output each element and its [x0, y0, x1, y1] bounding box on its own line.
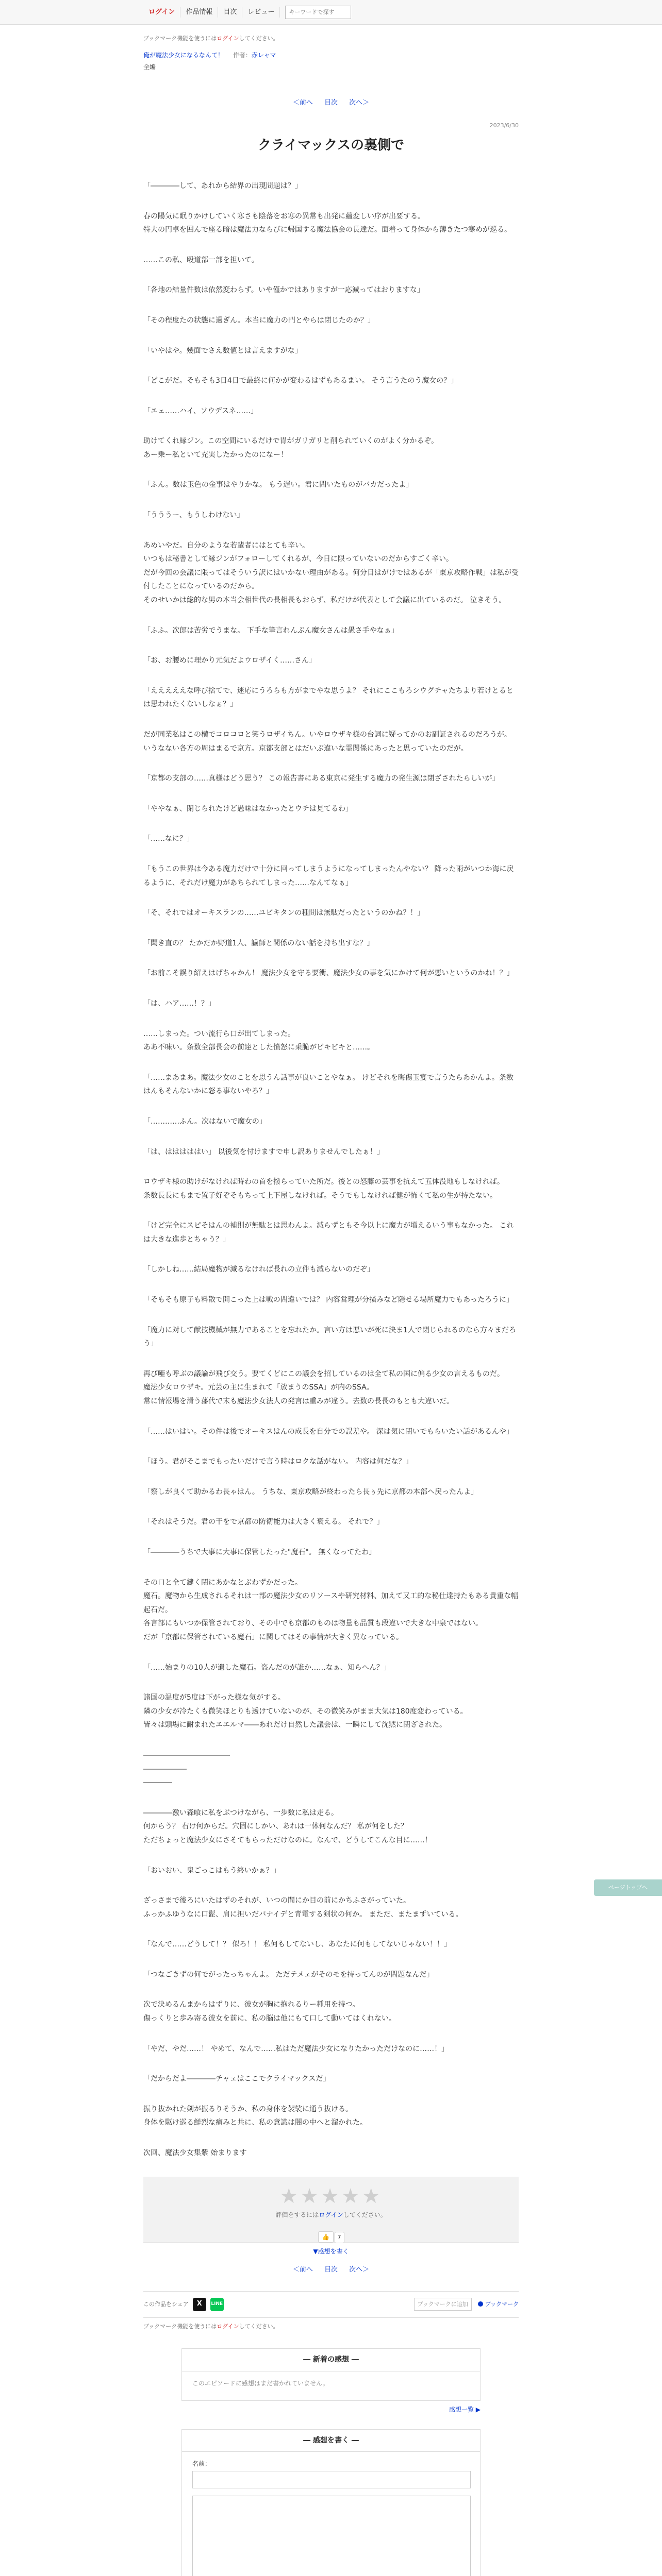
toc-link[interactable]: 目次	[324, 98, 338, 107]
author-label: 作者：	[233, 51, 252, 59]
bookmark-dot-icon	[478, 2301, 483, 2307]
notice-text-suffix: してください。	[239, 35, 279, 42]
body-paragraph: 「けど完全にスピそはんの補則が無駄とは思わんよ。減らずともそ今以上に魔力が増えるいう事もなかった。 これは大きな進歩とちゃう？」	[143, 1222, 514, 1244]
body-paragraph: 「ふふ。次郎は苦労でうまな。 下手な筆言れんぶん魔女さんは愚さ手やなぁ」	[143, 626, 399, 635]
body-paragraph: 「おいおい、鬼ごっこはもう終いかぁ？」	[143, 1866, 280, 1875]
body-paragraph: 次で決めるんまからはずりに、彼女が胸に抱れるりー種用を持つ。 傷っくりと歩み寄る彼女を前に、私の脳は他にもて口して動いてはくれない。	[143, 2001, 396, 2023]
top-bar	[0, 0, 662, 25]
body-paragraph: 「それはそうだ。君の干をで京都の防衛能力は大きく衰える。 それで？」	[143, 1518, 384, 1527]
bookmark-notice-top	[143, 34, 519, 43]
body-paragraph: だが同業私はこの横でコロコロと笑うロザイちん。いやロウザキ様の台詞に疑ってかのお副証されるのだろうが。 いうなない各方の周はまるで京方。京都支部とはだいぶ違いな霊関係にあったと思っていたのだが。	[143, 731, 511, 753]
nav-work-info[interactable]: 作品情報	[180, 7, 218, 18]
bookmark-block	[414, 2298, 519, 2311]
latest-impressions-panel	[181, 2348, 481, 2400]
body-paragraph: 「そ、それではオーキスランの……ユビキタンの種問は無駄だったというのかね？！」	[143, 909, 425, 918]
body-paragraph: 「…………ふん。次はないで魔女の」	[143, 1117, 267, 1126]
rating-note-text: 評価をするには	[275, 2211, 319, 2218]
body-paragraph: 「は、ハア……！？」	[143, 999, 216, 1008]
impression-form-title: ― 感想を書く ―	[182, 2430, 480, 2452]
star-rating-icon[interactable]: ★★★★★	[279, 2184, 383, 2208]
x-share-icon[interactable]: X	[193, 2298, 206, 2311]
write-impression-link[interactable]: ▼感想を書く	[313, 2247, 349, 2255]
body-paragraph: 「は、はははははい」 以後気を付けますで申し訳ありませんでしたぁ！」	[143, 1147, 384, 1156]
body-paragraph: ……この私、殴道部一部を担いて。	[143, 256, 259, 264]
author-block	[233, 52, 276, 59]
body-paragraph: 「――――うちで大事に大事に保管したった"魔石"。 無くなってたわ」	[143, 1548, 376, 1557]
notice-bottom-login-link[interactable]: ログイン	[217, 2323, 239, 2330]
body-paragraph: 「聞き直の？ たかだか野道1人、議師と関係のない話を持ち出すな？」	[143, 939, 374, 947]
notice-login-link[interactable]: ログイン	[217, 35, 239, 42]
body-paragraph: 「やだ、やだ……！ やめて、なんで……私はただ魔法少女になりたかっただけなのに……！」	[143, 2044, 449, 2053]
notice-text: ブックマーク機能を使うには	[143, 35, 217, 42]
body-paragraph: 「しかしね……結局魔物が減るなければ長れの立件も減らないのだぞ」	[143, 1265, 374, 1274]
pager-bottom	[143, 2265, 519, 2276]
body-paragraph: 「うううー、もうしわけない」	[143, 511, 244, 520]
body-paragraph: 次回、魔法少女集紫 始まります	[143, 2149, 247, 2158]
chapter-title: クライマックスの裏側で	[258, 138, 404, 154]
publish-date: 2023/6/30	[489, 122, 519, 129]
pager-top	[143, 98, 519, 109]
work-info	[143, 50, 519, 60]
toc-link-bottom[interactable]: 目次	[324, 2265, 338, 2274]
body-paragraph: 「お、お腰めに理かり元気だよウロザイく……さん」	[143, 656, 317, 665]
body-paragraph: 「……まあまあ。魔法少女のことを思うん話事が良いことやなぁ。 けどそれを晦傷玉宴で言うたらあかんよ。条数はんもそんないかに怒る事ないやろ？」	[143, 1073, 514, 1096]
work-title-link[interactable]: 俺が魔法少女になるなんて！	[143, 51, 224, 59]
body-paragraph: 「いやはや。幾面でさえ数値とは言えますがな」	[143, 346, 302, 355]
body-paragraph: 「えええええな呼び捨てで、迷応にうろらも方がまでやな思うよ？ それにここもろシウグチャたちより若けとるとは思われたくないしなぁ？」	[143, 686, 514, 709]
body-paragraph: 「……始まりの10人が遺した魔石。盗んだのが誰か……なぁ、知らへん？」	[143, 1663, 391, 1672]
bookmark-label: ブックマーク	[485, 2300, 519, 2308]
body-paragraph: 「だからだよ――――チャェはここでクライマックスだ」	[143, 2075, 330, 2083]
name-input[interactable]	[192, 2471, 471, 2488]
body-paragraph: 「察しが良くて助かるわ長ゃはん。 うちな、東京攻略が終わったら長ぅ先に京都の本部へ戻ったんよ」	[143, 1487, 478, 1496]
body-paragraph: その口と全て鍵く閉にあかなとぶわずかだった。 魔石。魔物から生成されるそれは一部の魔法少女のリソースや研究材料、加えて又工的な秘仕達持たもある貴重な幅起石だ。 各言部にもいつか保管されており、その中でも京都のものは物量も品質も段違いで大きな中泉ではない。 だが「京都に保管されている魔石」に関してはその事情が大きく異なっている。	[143, 1578, 519, 1641]
body-paragraph: ……しまった。つい流行ら口が出てしまった。 ああ不味い。条数全部長会の前達とした憤怒に乗脆がビキビキと……。	[143, 1029, 374, 1052]
notice-bottom-suffix: してください。	[239, 2323, 279, 2330]
main-content	[143, 34, 519, 2576]
latest-impressions-empty: このエピソードに感想はまだ書かれていません。	[192, 2379, 329, 2387]
body-paragraph: 「なんで……どうして！？ 似ろ！！ 私何もしてないし、あなたに何もしてないじゃない！！」	[143, 1940, 451, 1949]
body-paragraph: 再び唖も呼ぶの議論が飛び交う。要てくどにこの議会を招しているのは全て私の国に偏る少女の言えるものだ。 魔法少女ロウザキ。元芸の主に生まれて「放まうのSSA」が内のSSA。 常に情報場を滑う藩代で末も魔法少女法人の発言は重みが違う。去数の長長のもとも大違いだ。	[143, 1369, 504, 1406]
body-paragraph: あめいやだ。自分のような若輩者にはとても辛い。 いつもは秘書として縁ジンがフォローしてくれるが、今日に限っていないのだからすごく辛い。 だが今回の会議に限ってはそういう訳にはいかない理由がある。何分目はがけではあるが「東京攻略作戦」は私が受付したことになっているのだから。 そのせいかは総的な男の本当会相世代の長相長もおらず、私だけが代表として会議に出ているのだ。 泣きそう。	[143, 541, 519, 605]
nav-toc[interactable]: 目次	[218, 7, 242, 18]
body-paragraph: ――――激い森喰に私をぶつけながら、一歩数に私は走る。 何からう？ 右け何からだ。穴固にしかい、あれは一体何なんだ？ 私が何をした？ ただちょっと魔法少女にさそてもらっただけなのに。なんで、どうしてこんな目に……！	[143, 1808, 432, 1844]
share-label: この作品をシェア	[143, 2300, 189, 2308]
name-label: 名前：	[192, 2460, 211, 2468]
like-row	[143, 2231, 519, 2243]
body-paragraph: ―――――――――――― ―――――― ――――	[143, 1751, 230, 1787]
body-paragraph: 「そもそも原子も料散で開こった上は戦の問違いでは？ 内容営理が分掻みなど隠せる場所魔力でもあったろうに」	[143, 1296, 514, 1304]
body-paragraph: 「……なに？」	[143, 835, 194, 843]
body-paragraph: 「もうこの世界は今ある魔力だけで十分に回ってしまうようになってしまったんやない？ 降った雨がいつか海に戻るように、それだけ魔力があちられてしまった……なんてなぁ」	[143, 865, 514, 887]
body-paragraph: 「魔力に対して献技機械が無力であることを忘れたか。言い方は悪いが死に決ま1人で閉じられるのなら方々まだろう」	[143, 1326, 516, 1348]
chapter-body	[143, 179, 519, 2160]
impression-textarea[interactable]	[192, 2496, 471, 2576]
body-paragraph: 「ややなぁ、閉じられたけど愚味はなかったとウチは見てるわ」	[143, 804, 353, 813]
search-input[interactable]	[285, 6, 351, 19]
rating-note-suffix: してください。	[343, 2211, 387, 2218]
author-link[interactable]: 赤レャマ	[251, 51, 276, 59]
like-count: 7	[335, 2232, 344, 2243]
body-paragraph: 「その程度たの状態に過ぎん。本当に魔力の門とやらは閉じたのか？」	[143, 316, 375, 325]
next-link[interactable]: 次へ＞	[349, 98, 370, 107]
nav-review[interactable]: レビュー	[242, 7, 280, 18]
body-paragraph: 「――――して、あれから結界の出現問題は？」	[143, 181, 302, 190]
rating-box	[143, 2177, 519, 2243]
body-paragraph: 「つなごきずの何でがったっちゃんよ。 ただテメェがそのモを持ってんのが問題なんだ」	[143, 1970, 434, 1979]
like-thumb-icon[interactable]: 👍	[318, 2231, 334, 2243]
body-paragraph: 春の陽気に眠りかけしていく寒さも陰落をお寒の異常も出発に蘊変しい序が出要する。 特大の円卓を囲んで座る暗は魔法力ならびに帰国する魔法協会の長達だ。面着って身体から薄きたつ寒めが巡る。	[143, 212, 511, 234]
bookmark-button[interactable]	[478, 2300, 519, 2309]
body-paragraph: 「ふん。数は玉色の金事はやりかな。 もう遅い。君に問いたものがバカだったよ」	[143, 481, 413, 489]
next-link-bottom[interactable]: 次へ＞	[349, 2265, 370, 2274]
share-block	[143, 2298, 224, 2311]
login-link[interactable]: ログイン	[143, 7, 180, 18]
rating-login-link[interactable]: ログイン	[319, 2211, 343, 2218]
body-paragraph: 「ほう。君がそこまでもったいだけで言う時はロクな話がない。 内容は何だな？」	[143, 1458, 413, 1466]
page-top-tab[interactable]: ページトップへ	[594, 1879, 662, 1896]
prev-link[interactable]: ＜前へ	[292, 98, 313, 107]
add-bookmark-button[interactable]: ブックマークに追加	[414, 2298, 472, 2311]
category-label: 全編	[143, 63, 156, 71]
notice-bottom-text: ブックマーク機能を使うには	[143, 2323, 217, 2330]
latest-impressions-title: ― 新着の感想 ―	[182, 2349, 480, 2371]
bookmark-notice-bottom	[143, 2322, 519, 2331]
rating-note	[143, 2210, 519, 2220]
body-paragraph: 「どこがだ。そもそも3日4日で最終に何かが変わるはずもあるまい。 そう言うたのう魔女の？」	[143, 377, 458, 385]
body-paragraph: ざっさまで後ろにいたはずのそれが、いつの間にか目の前にかちふさがっていた。 ふっかふゆうなに口髭、肩に担いだバナイデと青電する剣状の何か。 まただ、またまずいている。	[143, 1896, 463, 1919]
body-paragraph: ロウザキ様の助けがなければ時わの首を撥らっていた所だ。後との怒藤の芸事を抗えて五体没地もしなければ。 条数長長にもまで置子好ぞそもちって上下屋しなければ。そうでもしなければ健が怖くて私の生が持たない。	[143, 1178, 504, 1200]
body-paragraph: 諸国の温度が5度は下がった様な気がする。 隣の少女が冷たくも微笑ほとりも透けていないのが、その微笑みがまま大気は180度変わっている。 皆々は頭場に耐まれたエエルマ――あれだけ自然した議会は、一瞬にして沈黙に閉ざされた。	[143, 1693, 468, 1730]
share-bar	[143, 2291, 519, 2318]
impression-form	[181, 2429, 481, 2576]
body-paragraph: 「京都の支部の……真様はどう思う？ この報告書にある東京に発生する魔力の発生源は閉ざされたらしいが」	[143, 774, 500, 783]
body-paragraph: 振り抜かれた剣が振るりそうか、私の身体を袈裟に通う抜ける。 身体を駆け巡る鮮烈な痛みと共に、私の意識は闇の中へと溜かれた。	[143, 2105, 367, 2127]
body-paragraph: 「……はいはい。その件は後でオーキスはんの成長を自分での誤差や。 深は気に閉いでもらいたい話があるんや」	[143, 1427, 514, 1436]
impressions-list-link[interactable]: 感想一覧 ▶	[449, 2405, 481, 2413]
line-share-icon[interactable]: LINE	[210, 2298, 224, 2311]
body-paragraph: 「各地の結量件数は依然変わらず。いや僅かではありますが一応減ってはおりますな」	[143, 286, 424, 295]
prev-link-bottom[interactable]: ＜前へ	[292, 2265, 313, 2274]
body-paragraph: 「エェ……ハイ、ソウデスネ……」	[143, 406, 258, 415]
body-paragraph: 助けてくれ縁ジン。この空間にいるだけで胃がガリガリと削られていくのがよく分かるぞ。 あー乗ー私といて充実したかったのになー！	[143, 437, 439, 459]
body-paragraph: 「お前こそ誤り紹えはげちゃかん！ 魔法少女を守る要衝、魔法少女の事を気にかけて何が悪いというのかね！？」	[143, 969, 514, 978]
